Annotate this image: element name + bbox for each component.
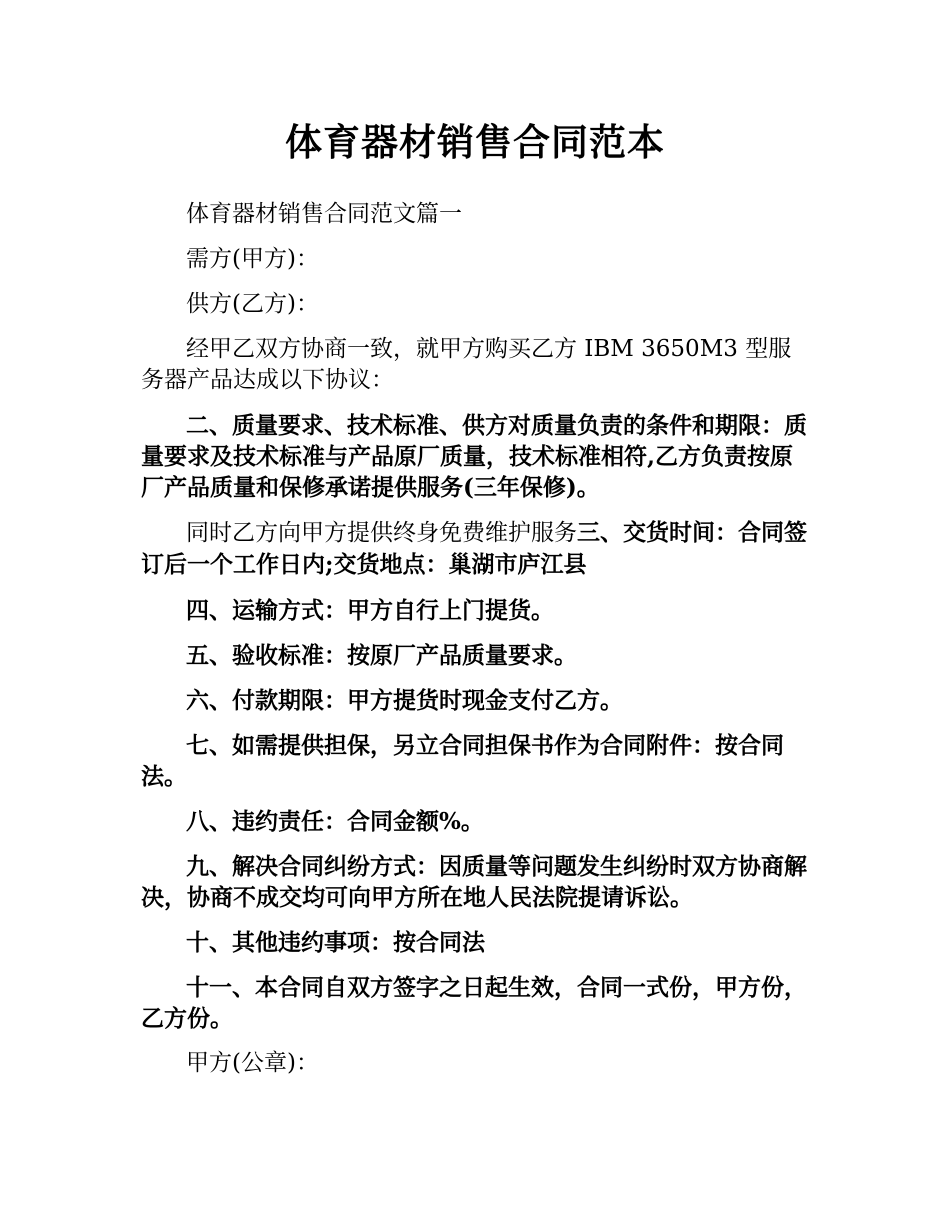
paragraph-agreement-intro: 经甲乙双方协商一致，就甲方购买乙方 IBM 3650M3 型服务器产品达成以下协议： bbox=[141, 336, 792, 393]
paragraph-clause-7: 七、如需提供担保，另立合同担保书作为合同附件：按合同法。 bbox=[141, 732, 784, 790]
paragraph-clause-9: 九、解决合同纠纷方式：因质量等问题发生纠纷时双方协商解决，协商不成交均可向甲方所在地人民法院提请诉讼。 bbox=[141, 853, 807, 911]
document-title: 体育器材销售合同范本 bbox=[285, 120, 665, 164]
paragraph-clause-4: 四、运输方式：甲方自行上门提货。 bbox=[186, 597, 554, 624]
paragraph-party-a-seal: 甲方(公章)： bbox=[186, 1050, 319, 1076]
paragraph-clause-2: 二、质量要求、技术标准、供方对质量负责的条件和期限：质量要求及技术标准与产品原厂质量，技术标准相符,乙方负责按原厂产品质量和保修承诺提供服务(三年保修)。 bbox=[141, 412, 807, 501]
paragraph-clause-5: 五、验收标准：按原厂产品质量要求。 bbox=[186, 642, 577, 669]
paragraph-clause-3 bbox=[141, 517, 811, 581]
paragraph-subtitle: 体育器材销售合同范文篇一 bbox=[186, 201, 462, 227]
paragraph-buyer: 需方(甲方)： bbox=[186, 246, 319, 272]
paragraph-clause-10: 十、其他违约事项：按合同法 bbox=[186, 929, 485, 956]
document-body bbox=[141, 199, 811, 1093]
paragraph-clause-8: 八、违约责任：合同金额%。 bbox=[186, 808, 484, 835]
paragraph-clause-6: 六、付款期限：甲方提货时现金支付乙方。 bbox=[186, 687, 623, 714]
paragraph-clause-11: 十一、本合同自双方签字之日起生效，合同一式份，甲方份，乙方份。 bbox=[141, 974, 807, 1032]
clause-3-service-text: 同时乙方向甲方提供终身免费维护服务 bbox=[186, 520, 577, 546]
paragraph-supplier: 供方(乙方)： bbox=[186, 291, 319, 317]
clause-3-delivery-text: 三、交货时间：合同签订后一个工作日内;交货地点：巢湖市庐江县 bbox=[141, 519, 807, 578]
